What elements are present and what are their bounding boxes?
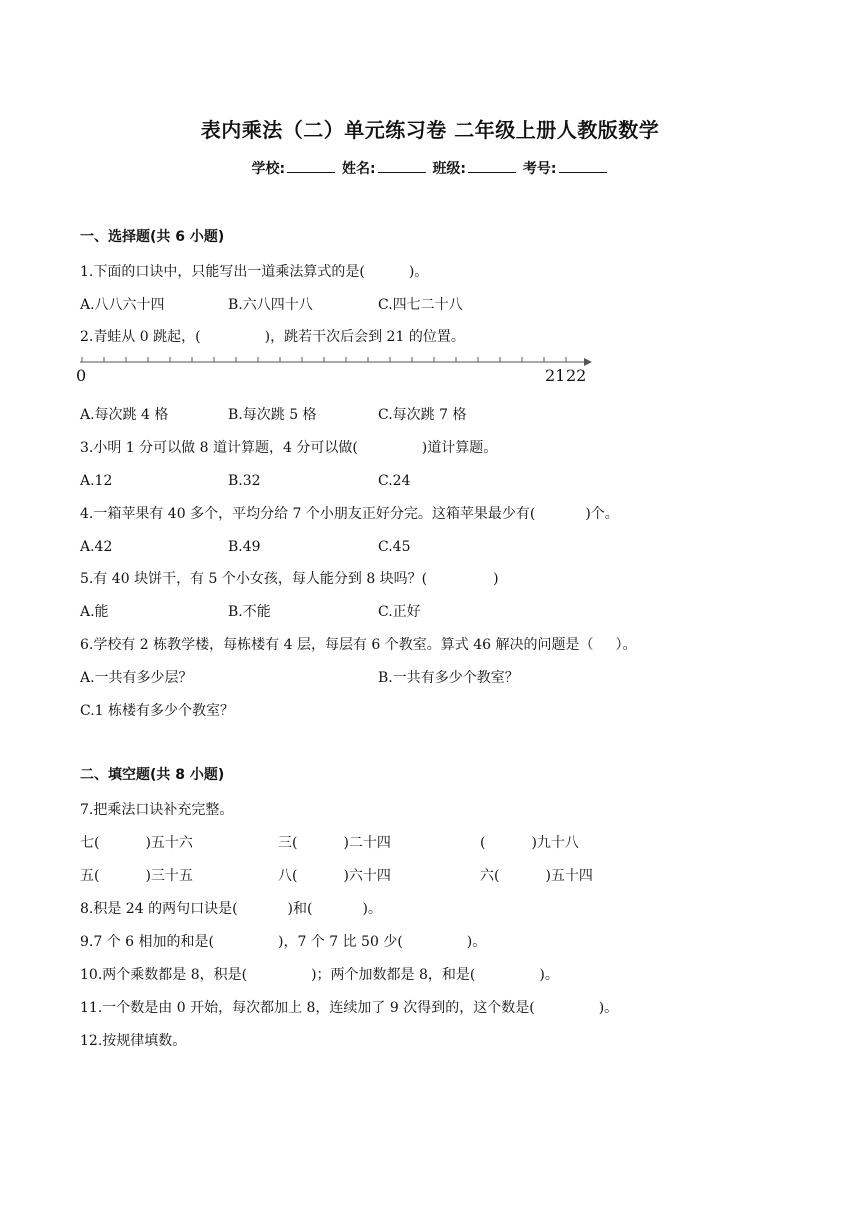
question-1-text-end: )。 bbox=[408, 264, 429, 280]
question-2 bbox=[80, 328, 465, 346]
question-12: 12.按规律填数。 bbox=[80, 1033, 187, 1049]
question-6-text: 6.学校有 2 栋教学楼，每栋楼有 4 层，每层有 6 个教室。算式 46 解决的问题是（ bbox=[80, 637, 594, 653]
option-c: C.正好 bbox=[378, 604, 421, 620]
question-6-text-end: ）。 bbox=[615, 637, 637, 653]
number-blank[interactable] bbox=[559, 160, 607, 173]
option-b: B.六八四十八 bbox=[228, 297, 313, 313]
number-line-label-22: 22 bbox=[566, 366, 587, 385]
question-4-text-end: )个。 bbox=[585, 506, 619, 522]
name-label: 姓名: bbox=[341, 161, 376, 177]
question-8: 8.积是 24 的两句口诀是( )和( )。 bbox=[80, 901, 382, 917]
rhyme-5: 八( )六十四 bbox=[278, 868, 391, 884]
school-label: 学校: bbox=[251, 161, 286, 177]
option-c: C.四七二十八 bbox=[378, 297, 463, 313]
option-a: A.一共有多少层？ bbox=[80, 670, 193, 686]
question-3 bbox=[80, 439, 497, 457]
rhyme-2: 三( )二十四 bbox=[278, 835, 391, 851]
option-b: B.49 bbox=[228, 539, 261, 555]
question-9: 9.7 个 6 相加的和是( )，7 个 7 比 50 少( )。 bbox=[80, 934, 487, 950]
question-11: 11.一个数是由 0 开始，每次都加上 8，连续加了 9 次得到的，这个数是( )。 bbox=[80, 1000, 619, 1016]
section-choice-title: 一、选择题(共 6 小题) bbox=[80, 229, 225, 245]
number-line-label-0: 0 bbox=[76, 366, 87, 385]
option-a: A.每次跳 4 格 bbox=[80, 407, 169, 423]
rhyme-4: 五( )三十五 bbox=[80, 868, 193, 884]
question-2-text: 2.青蛙从 0 跳起，( bbox=[80, 329, 201, 345]
number-line bbox=[78, 352, 598, 376]
number-label: 考号: bbox=[522, 161, 557, 177]
number-line-graphic bbox=[78, 352, 598, 372]
rhyme-6: 六( )五十四 bbox=[480, 868, 593, 884]
question-4 bbox=[80, 505, 619, 523]
student-info-line bbox=[0, 158, 860, 178]
option-a: A.12 bbox=[80, 473, 113, 489]
rhyme-3: ( )九十八 bbox=[480, 835, 579, 851]
arrow-right-icon bbox=[584, 358, 592, 366]
option-b: B.32 bbox=[228, 473, 261, 489]
class-label: 班级: bbox=[432, 161, 467, 177]
question-6 bbox=[80, 636, 637, 654]
option-a: A.八八六十四 bbox=[80, 297, 165, 313]
question-10: 10.两个乘数都是 8，积是( )；两个加数都是 8，和是( )。 bbox=[80, 967, 559, 983]
question-1-text: 1.下面的口诀中，只能写出一道乘法算式的是( bbox=[80, 264, 365, 280]
question-2-text-end: )，跳若干次后会到 21 的位置。 bbox=[264, 329, 465, 345]
option-a: A.能 bbox=[80, 604, 109, 620]
question-1 bbox=[80, 263, 428, 281]
option-a: A.42 bbox=[80, 539, 113, 555]
question-5-text-end: ) bbox=[493, 571, 499, 587]
option-c: C.1 栋楼有多少个教室？ bbox=[80, 703, 235, 719]
option-c: C.每次跳 7 格 bbox=[378, 407, 467, 423]
question-4-text: 4.一箱苹果有 40 多个，平均分给 7 个小朋友正好分完。这箱苹果最少有( bbox=[80, 506, 536, 522]
class-blank[interactable] bbox=[468, 160, 516, 173]
number-line-ticks bbox=[82, 357, 566, 362]
rhyme-1: 七( )五十六 bbox=[80, 835, 193, 851]
name-blank[interactable] bbox=[378, 160, 426, 173]
section-fill-title: 二、填空题(共 8 小题) bbox=[80, 767, 225, 783]
option-c: C.24 bbox=[378, 473, 411, 489]
option-b: B.不能 bbox=[228, 604, 271, 620]
question-5 bbox=[80, 570, 499, 588]
school-blank[interactable] bbox=[287, 160, 335, 173]
option-b: B.每次跳 5 格 bbox=[228, 407, 317, 423]
number-line-label-21: 21 bbox=[545, 366, 566, 385]
page-title: 表内乘法（二）单元练习卷 二年级上册人教版数学 bbox=[200, 118, 660, 142]
option-b: B.一共有多少个教室？ bbox=[378, 670, 519, 686]
question-3-text: 3.小明 1 分可以做 8 道计算题，4 分可以做( bbox=[80, 440, 358, 456]
option-c: C.45 bbox=[378, 539, 411, 555]
question-7: 7.把乘法口诀补充完整。 bbox=[80, 802, 234, 818]
question-3-text-end: )道计算题。 bbox=[421, 440, 498, 456]
question-5-text: 5.有 40 块饼干，有 5 个小女孩，每人能分到 8 块吗？( bbox=[80, 571, 428, 587]
